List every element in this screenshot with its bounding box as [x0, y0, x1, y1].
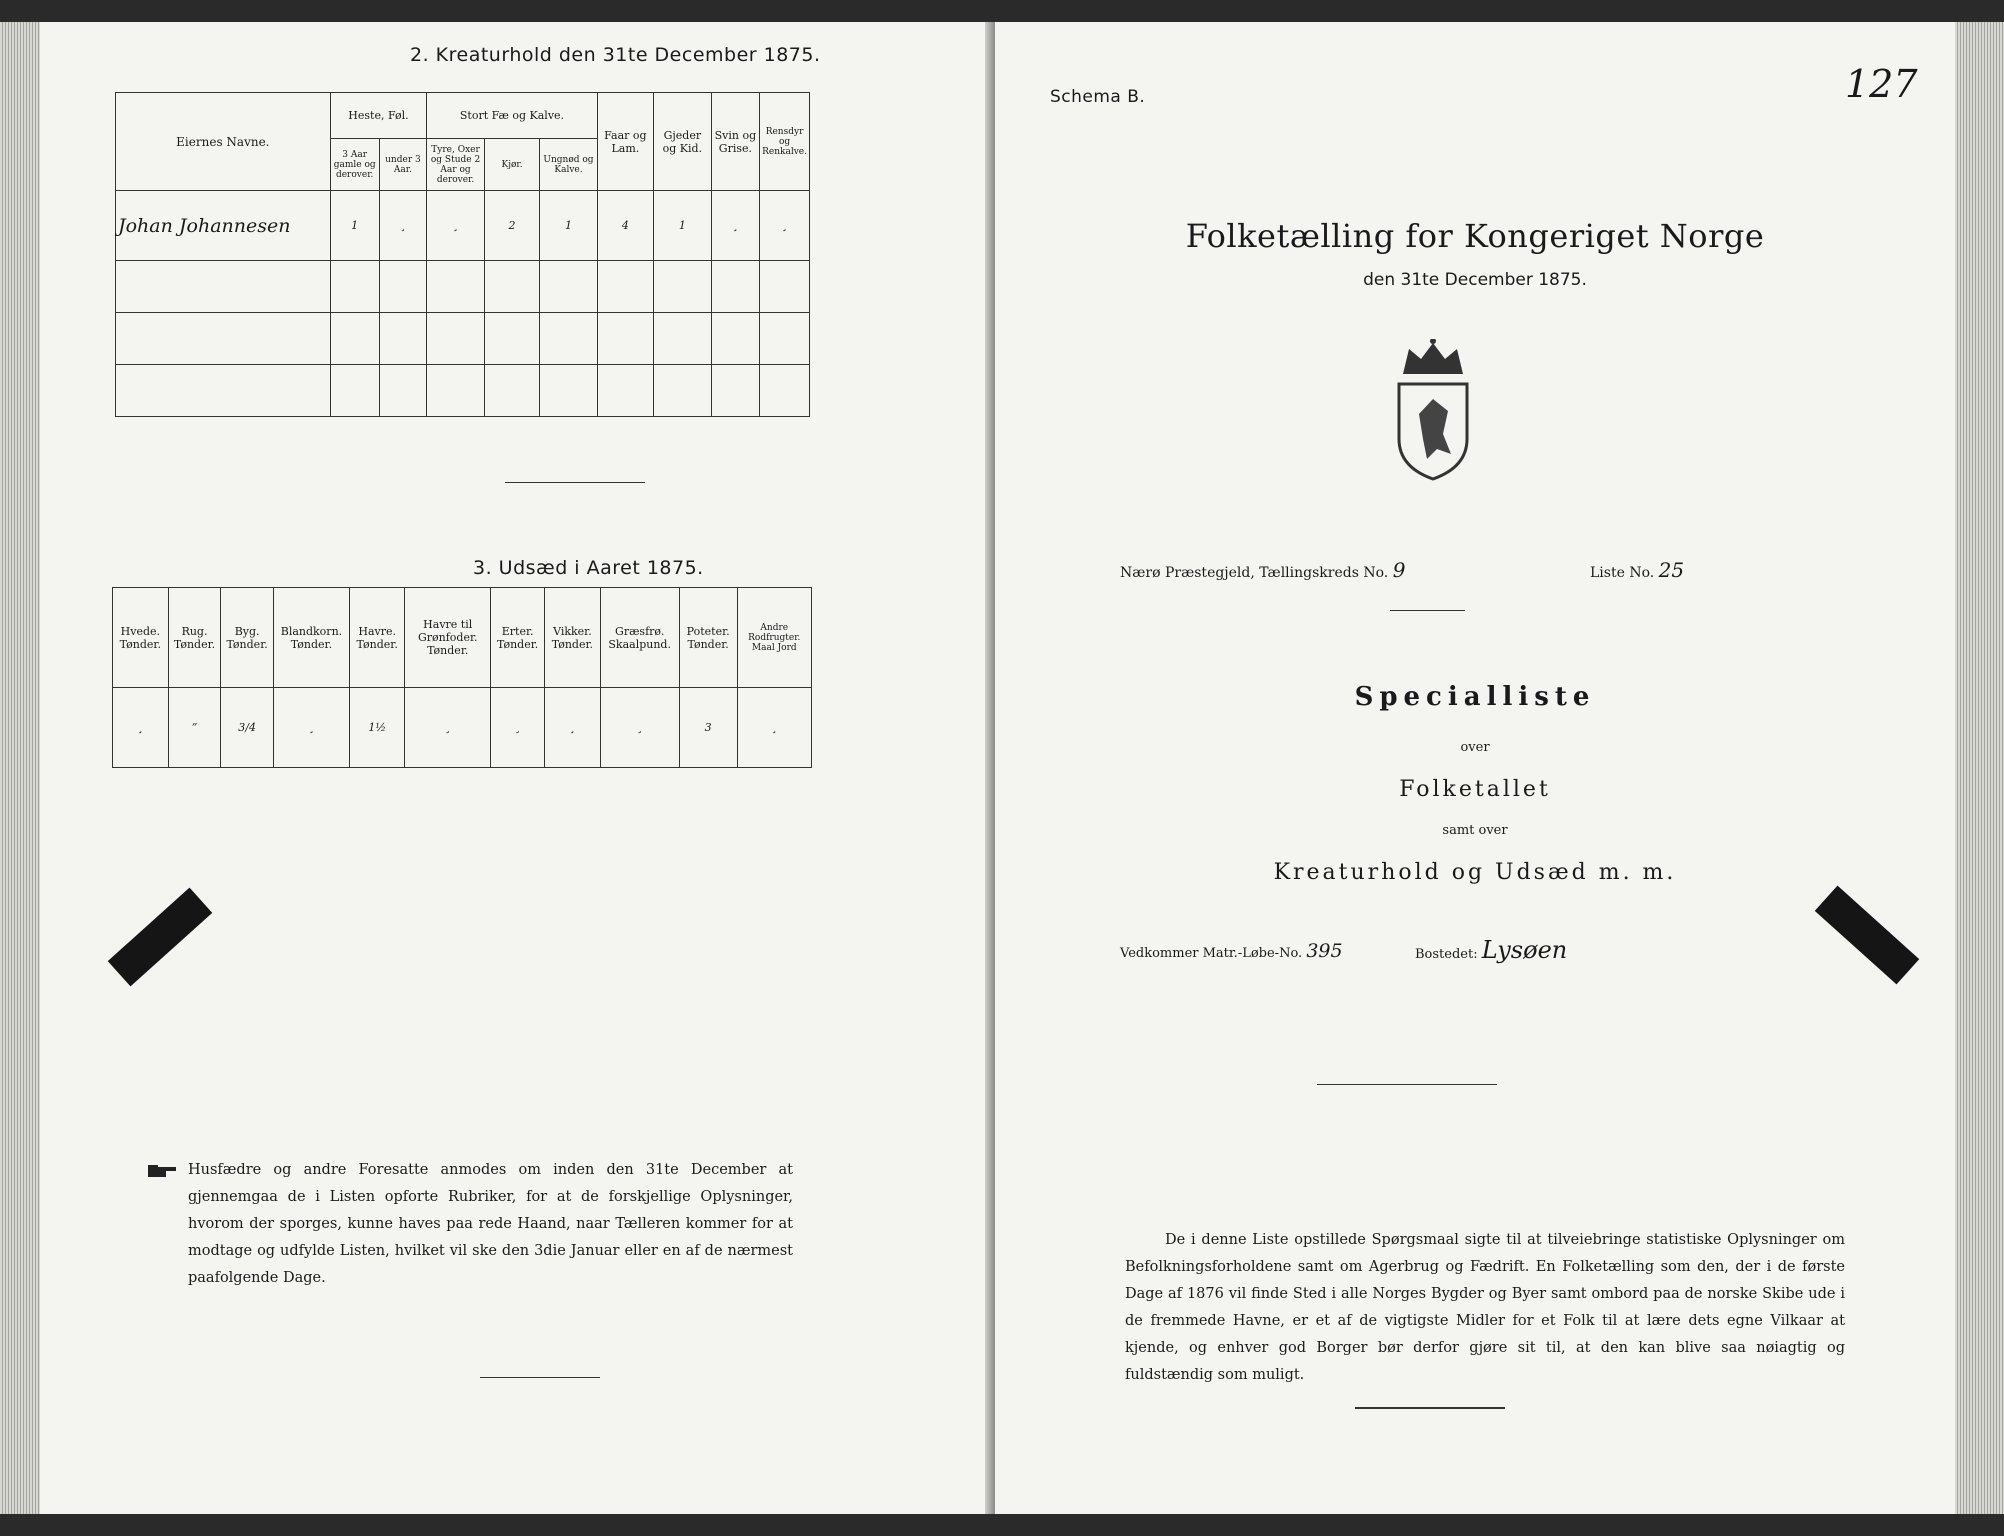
kreds-label: Tællingskreds No. [1259, 565, 1389, 581]
seed-value: ¸ [113, 688, 169, 768]
ungnod-header: Ungnød og Kalve. [540, 139, 597, 191]
samt-over-text: samt over [1442, 823, 1508, 838]
faar-value: 4 [597, 191, 653, 260]
matr-label: Vedkommer Matr.-Løbe-No. [1120, 946, 1303, 961]
seed-header: Græsfrø. Skaalpund. [600, 588, 679, 688]
seed-header: Vikker. Tønder. [545, 588, 601, 688]
kjor-header: Kjør. [484, 139, 539, 191]
seed-header: Andre Rodfrugter. Maal Jord [737, 588, 811, 688]
info-paragraph: De i denne Liste opstillede Spørgsmaal sigte til at tilveiebringe statistiske Oplysninger om Befolkningsforholdene samt om Agerbrug og Fædrift. En Folketælling som den, der i de første Dage af 1876 vil finde Sted i alle Norges Bygder og Byer samt ombord paa de norske Skibe ude i de fremmede Havne, er et af de vigtigste Midler for et Folk til at lære dets egne Vilkaar at kjende, og enhver god Borger bør derfor gjøre sit til, at den kan blive saa nøiagtig og fuldstændig som muligt. [1125, 1232, 1845, 1383]
kreaturhold-text: Kreaturhold og Udsæd m. m. [1273, 860, 1677, 885]
livestock-row [116, 191, 810, 260]
matr-value: 395 [1306, 940, 1343, 962]
seed-header: Rug. Tønder. [168, 588, 221, 688]
seed-header: Havre til Grønfoder. Tønder. [405, 588, 491, 688]
seed-value: ¸ [737, 688, 811, 768]
owner-header: Eiernes Navne. [116, 93, 331, 191]
seed-value: ¸ [491, 688, 545, 768]
gjeder-value: 1 [654, 191, 712, 260]
seed-value: ¸ [405, 688, 491, 768]
svin-value: ¸ [711, 191, 759, 260]
seed-table [112, 587, 812, 768]
page-number: 127 [1845, 62, 1918, 106]
kreds-value: 9 [1392, 558, 1406, 582]
seed-value-row [113, 688, 812, 768]
main-title: Folketælling for Kongeriget Norge [1185, 217, 1765, 255]
seed-value: 3 [679, 688, 737, 768]
left-page-edges [0, 22, 40, 1514]
liste-line [1590, 558, 1684, 582]
livestock-table [115, 92, 810, 417]
folketallet-text: Folketallet [1399, 777, 1551, 802]
kjor-value: 2 [484, 191, 539, 260]
specialliste-title: Specialliste [1354, 682, 1596, 712]
heste-young-value: ¸ [379, 191, 427, 260]
seed-value: 3/4 [221, 688, 273, 768]
over-text: over [1460, 740, 1490, 755]
owner-name: Johan Johannesen [116, 191, 331, 260]
seed-header: Havre. Tønder. [350, 588, 405, 688]
seed-header: Poteter. Tønder. [679, 588, 737, 688]
divider [1317, 1084, 1497, 1085]
seed-header: Hvede. Tønder. [113, 588, 169, 688]
liste-label: Liste No. [1590, 565, 1655, 581]
heste-old-value: 1 [330, 191, 379, 260]
seed-value: ” [168, 688, 221, 768]
svin-header: Svin og Grise. [711, 93, 759, 191]
date-line: den 31te December 1875. [1363, 270, 1587, 290]
seed-value: ¸ [273, 688, 349, 768]
seed-header-row [113, 588, 812, 688]
right-page-edges [1955, 22, 2004, 1514]
bosted-value: Lysøen [1481, 936, 1568, 964]
faar-header: Faar og Lam. [597, 93, 653, 191]
coat-of-arms-icon [1393, 339, 1473, 484]
seed-header: Byg. Tønder. [221, 588, 273, 688]
pointing-hand-icon [148, 1162, 178, 1180]
heste-young-header: under 3 Aar. [379, 139, 427, 191]
section2-title: 2. Kreaturhold den 31te December 1875. [410, 44, 821, 66]
prestegjeld-line [1120, 558, 1405, 582]
liste-value: 25 [1658, 558, 1685, 582]
seed-value: ¸ [600, 688, 679, 768]
rens-value: ¸ [760, 191, 810, 260]
section3-title: 3. Udsæd i Aaret 1875. [473, 557, 704, 579]
bosted-line [1415, 936, 1567, 964]
notice-text: Husfædre og andre Foresatte anmodes om inden den 31te December at gjennemgaa de i Listen opforte Rubriker, for at de forskjellige Oplysninger, hvorom der sporges, kunne haves paa rede Haand, naar Tælleren kommer for at modtage og udfylde Listen, hvilket vil ske den 3die Januar eller en af de nærmest paafolgende Dage. [188, 1162, 793, 1286]
divider [1390, 610, 1465, 611]
seed-value: 1½ [350, 688, 405, 768]
divider [505, 482, 645, 483]
stort-fae-header: Stort Fæ og Kalve. [427, 93, 598, 139]
prestegjeld-label: Nærø Præstegjeld, [1120, 565, 1255, 581]
left-page [40, 22, 995, 1514]
right-page [995, 22, 1955, 1514]
rensdyr-header: Rensdyr og Renkalve. [760, 93, 810, 191]
seed-header: Blandkorn. Tønder. [273, 588, 349, 688]
heste-header: Heste, Føl. [330, 93, 427, 139]
tyre-header: Tyre, Oxer og Stude 2 Aar og derover. [427, 139, 485, 191]
matr-line [1120, 940, 1343, 962]
tyre-value: ¸ [427, 191, 485, 260]
schema-label: Schema B. [1050, 87, 1146, 107]
bosted-label: Bostedet: [1415, 947, 1478, 962]
seed-header: Erter. Tønder. [491, 588, 545, 688]
gjeder-header: Gjeder og Kid. [654, 93, 712, 191]
divider-bottom [1355, 1407, 1505, 1409]
divider-bottom [480, 1377, 600, 1378]
seed-value: ¸ [545, 688, 601, 768]
ungnod-value: 1 [540, 191, 597, 260]
heste-old-header: 3 Aar gamle og derover. [330, 139, 379, 191]
